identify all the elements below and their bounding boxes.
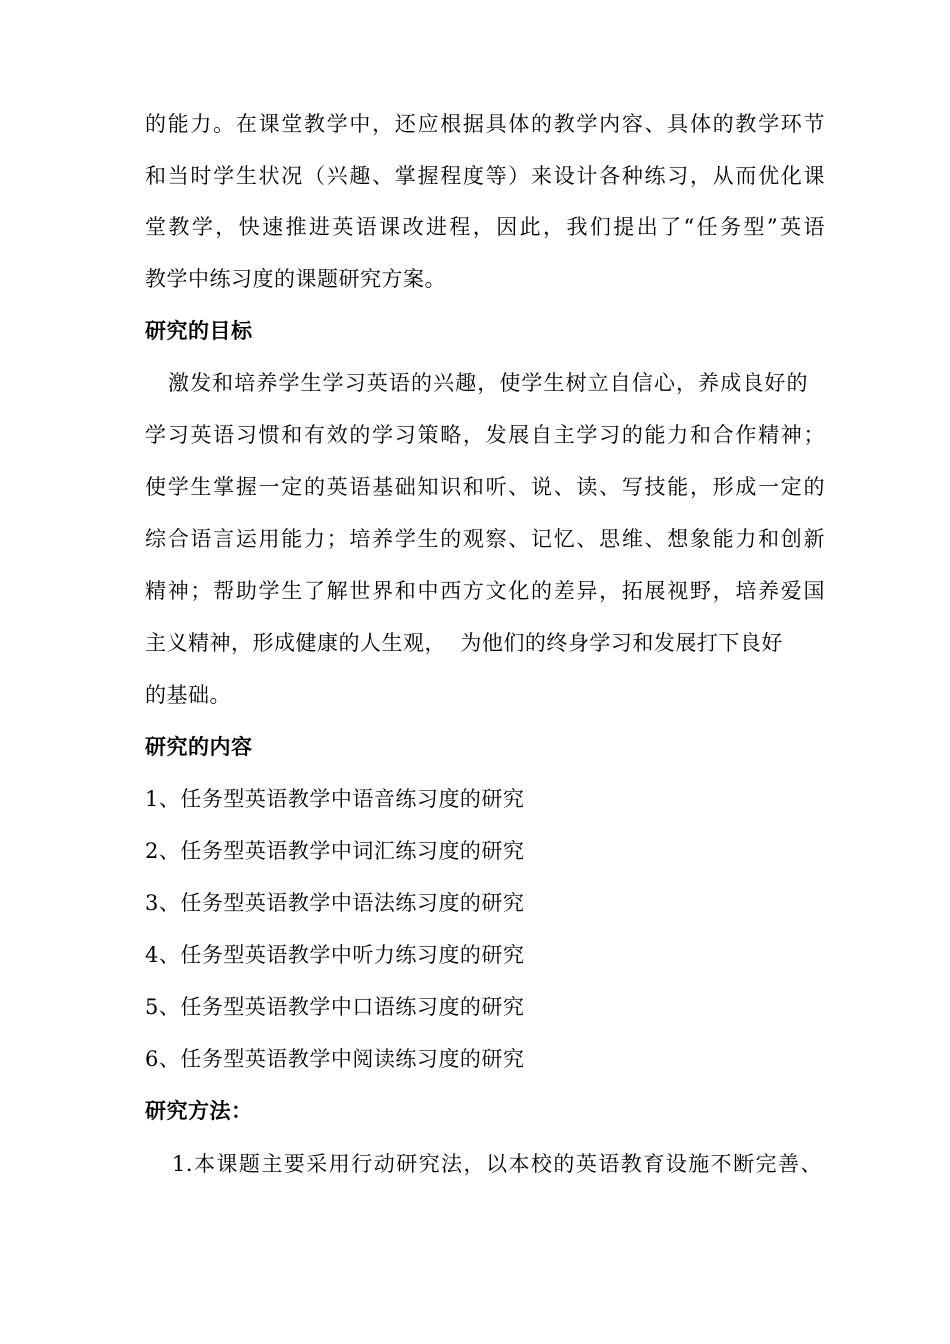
methods-line-1: 1.本课题主要采用行动研究法，以本校的英语教育设施不断完善、 (172, 1152, 822, 1176)
intro-line-2: 和当时学生状况（兴趣、掌握程度等）来设计各种练习，从而优化课 (145, 164, 825, 188)
goals-line-5: 精神；帮助学生了解世界和中西方文化的差异，拓展视野，培养爱国 (145, 579, 825, 603)
goals-line-4: 综合语言运用能力；培养学生的观察、记忆、思维、想象能力和创新 (145, 527, 825, 551)
intro-line-3: 堂教学，快速推进英语课改进程，因此，我们提出了“任务型”英语 (145, 215, 825, 239)
content-item-1: 1、任务型英语教学中语音练习度的研究 (145, 787, 525, 811)
methods-heading: 研究方法： (145, 1099, 253, 1123)
intro-line-1: 的能力。在课堂教学中，还应根据具体的教学内容、具体的教学环节 (145, 112, 825, 136)
content-item-3: 3、任务型英语教学中语法练习度的研究 (145, 891, 525, 915)
goals-line-2: 学习英语习惯和有效的学习策略，发展自主学习的能力和合作精神； (145, 423, 825, 447)
content-item-6: 6、任务型英语教学中阅读练习度的研究 (145, 1047, 525, 1071)
goals-line-7: 的基础。 (145, 683, 231, 707)
content-item-4: 4、任务型英语教学中听力练习度的研究 (145, 943, 525, 967)
content-heading: 研究的内容 (145, 735, 253, 759)
goals-line-3: 使学生掌握一定的英语基础知识和听、说、读、写技能，形成一定的 (145, 475, 825, 499)
intro-line-4: 教学中练习度的课题研究方案。 (145, 267, 446, 291)
content-item-2: 2、任务型英语教学中词汇练习度的研究 (145, 839, 525, 863)
goals-line-6: 主义精神，形成健康的人生观， 为他们的终身学习和发展打下良好 (145, 631, 783, 655)
content-item-5: 5、任务型英语教学中口语练习度的研究 (145, 995, 525, 1019)
goals-heading: 研究的目标 (145, 319, 253, 343)
goals-line-1: 激发和培养学生学习英语的兴趣，使学生树立自信心，养成良好的 (168, 371, 808, 395)
